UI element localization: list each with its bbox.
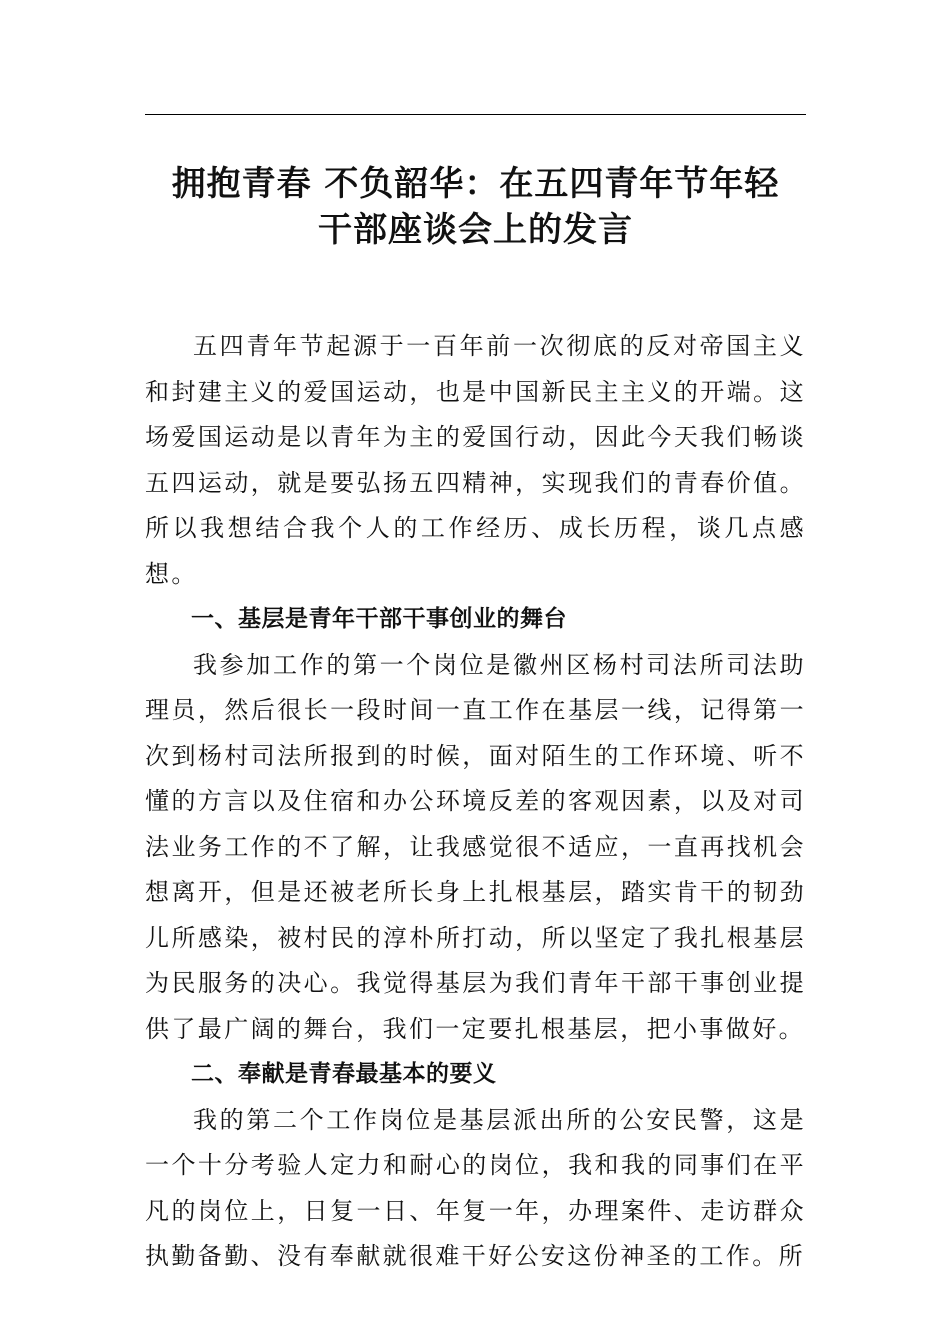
section-2-heading: 二、奉献是青春最基本的要义 xyxy=(191,1061,497,1087)
section-1-heading: 一、基层是青年干部干事创业的舞台 xyxy=(191,606,567,632)
title-line-1: 拥抱青春 不负韶华：在五四青年节年轻 xyxy=(171,164,780,204)
intro-paragraph: 五四青年节起源于一百年前一次彻底的反对帝国主义和封建主义的爱国运动，也是中国新民主主义的开端。这场爱国运动是以青年为主的爱国行动，因此今天我们畅谈五四运动，就是要弘扬五四精神，实现我们的青春价值。所以我想结合我个人的工作经历、成长历程，谈几点感想。 xyxy=(145,332,806,588)
title-line-2: 干部座谈会上的发言 xyxy=(318,210,633,250)
header-rule xyxy=(145,114,806,115)
section-1-paragraph: 我参加工作的第一个岗位是徽州区杨村司法所司法助理员，然后很长一段时间一直工作在基层一线，记得第一次到杨村司法所报到的时候，面对陌生的工作环境、听不懂的方言以及住宿和办公环境反差的客观因素，以及对司法业务工作的不了解，让我感觉很不适应，一直再找机会想离开，但是还被老所长身上扎根基层，踏实肯干的韧劲儿所感染，被村民的淳朴所打动，所以坚定了我扎根基层为民服务的决心。我觉得基层为我们青年干部干事创业提供了最广阔的舞台，我们一定要扎根基层，把小事做好。 xyxy=(145,650,806,1043)
document-title xyxy=(145,161,806,253)
document-body xyxy=(145,324,806,1280)
section-2-paragraph: 我的第二个工作岗位是基层派出所的公安民警，这是一个十分考验人定力和耐心的岗位，我和我的同事们在平凡的岗位上，日复一日、年复一年，办理案件、走访群众执勤备勤、没有奉献就很难干好公安这份神圣的工作。所 xyxy=(145,1105,806,1270)
